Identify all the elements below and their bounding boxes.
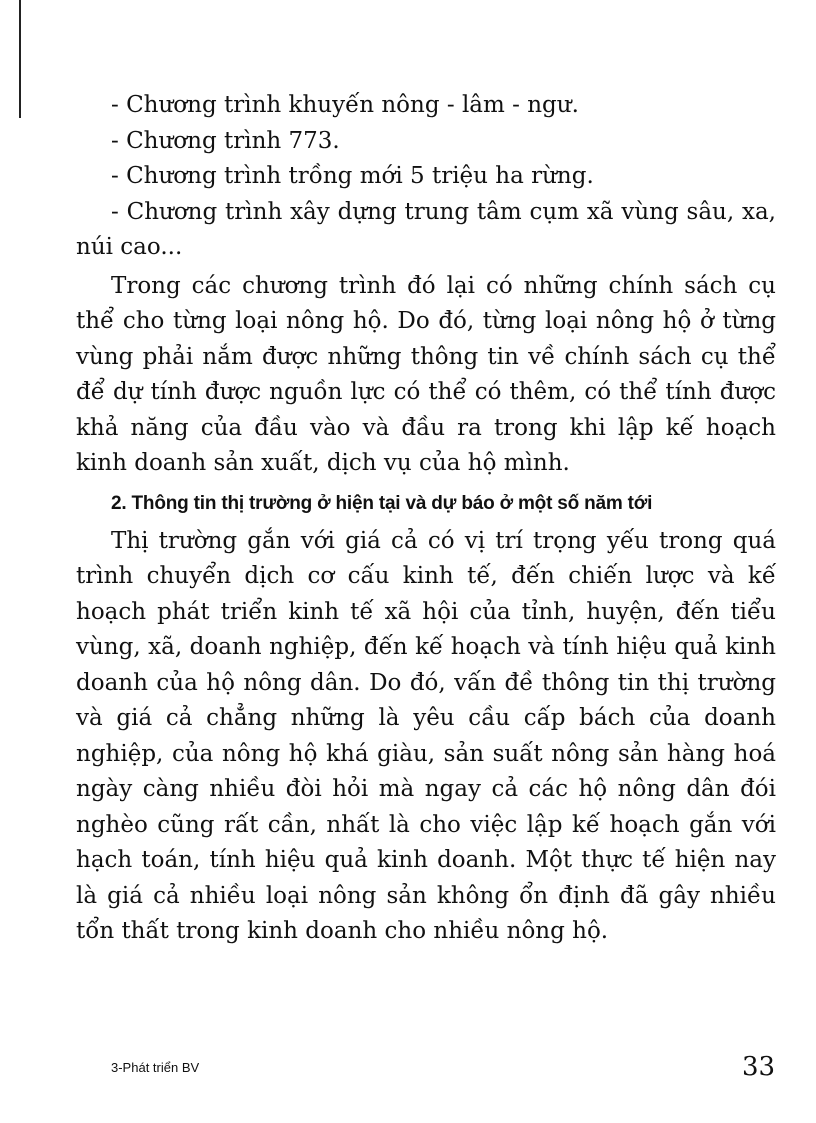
page-number: 33 xyxy=(742,1052,776,1082)
page-content xyxy=(76,88,776,950)
program-item-3: - Chương trình trồng mới 5 triệu ha rừng. xyxy=(111,163,594,189)
program-item-1: - Chương trình khuyến nông - lâm - ngư. xyxy=(111,92,579,118)
section-heading: 2. Thông tin thị trường ở hiện tại và dự báo ở một số năm tới xyxy=(111,492,653,514)
policy-paragraph: Trong các chương trình đó lại có những chính sách cụ thể cho từng loại nông hộ. Do đó, từng loại nông hộ ở từng vùng phải nắm được những thông tin về chính sách cụ thể để dự tính được nguồn lực có thể có thêm, có thể tính được khả năng của đầu vào và đầu ra trong khi lập kế hoạch kinh doanh sản xuất, dịch vụ của hộ mình. xyxy=(76,272,776,476)
running-title: 3-Phát triển BV xyxy=(111,1060,200,1075)
program-item-4: - Chương trình xây dựng trung tâm cụm xã vùng sâu, xa, núi cao... xyxy=(76,198,776,260)
binding-edge-line xyxy=(19,0,21,118)
program-item-2: - Chương trình 773. xyxy=(111,127,340,154)
market-paragraph: Thị trường gắn với giá cả có vị trí trọng yếu trong quá trình chuyển dịch cơ cấu kinh tế, đến chiến lược và kế hoạch phát triển kinh tế xã hội của tỉnh, huyện, đến tiểu vùng, xã, doanh nghiệp, đến kế hoạch và tính hiệu quả kinh doanh của hộ nông dân. Do đó, vấn đề thông tin thị trường và giá cả chẳng những là yêu cầu cấp bách của doanh nghiệp, của nông hộ khá giàu, sản suất nông sản hàng hoá ngày càng nhiều đòi hỏi mà ngay cả các hộ nông dân đói nghèo cũng rất cần, nhất là cho việc lập kế hoạch gắn với hạch toán, tính hiệu quả kinh doanh. Một thực tế hiện nay là giá cả nhiều loại nông sản không ổn định đã gây nhiều tổn thất trong kinh doanh cho nhiều nông hộ. xyxy=(76,527,776,944)
